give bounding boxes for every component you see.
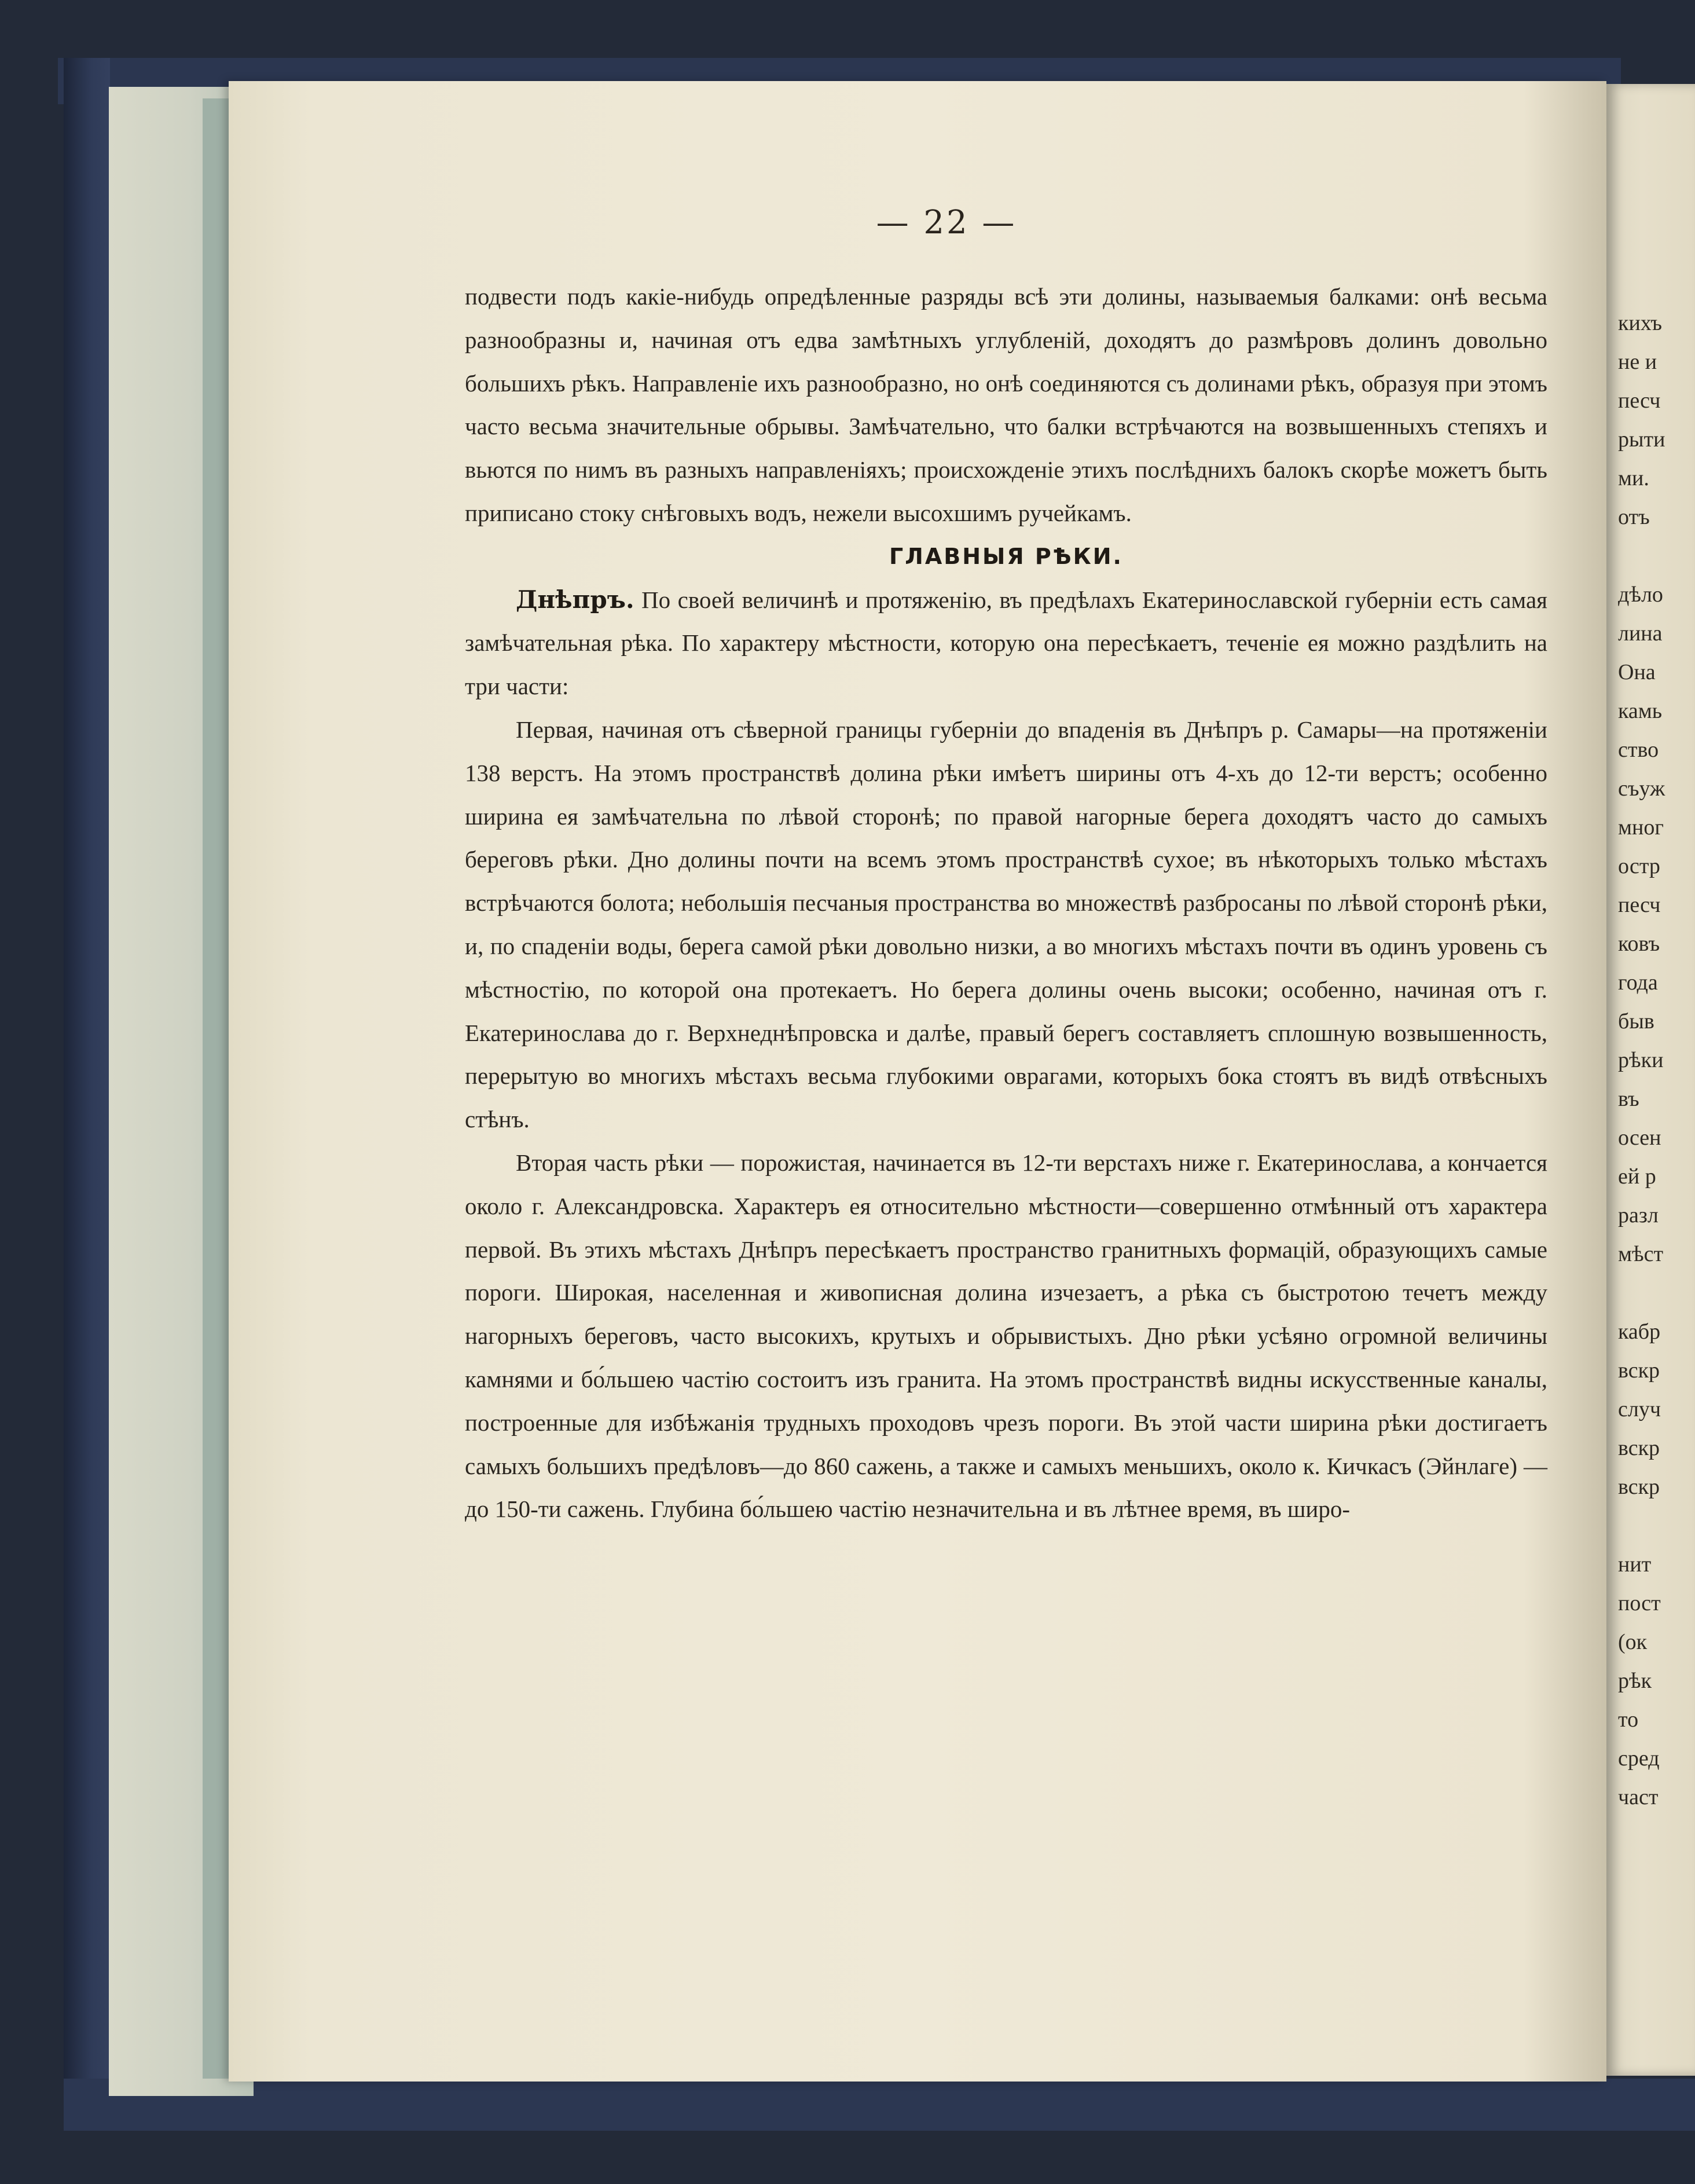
adjacent-page-line: ей р <box>1618 1164 1656 1189</box>
adjacent-page-line: кабр <box>1618 1320 1661 1344</box>
adjacent-page-line: ство <box>1618 738 1659 762</box>
adjacent-page-line <box>1618 1507 1693 1545</box>
adjacent-page-line: не и <box>1618 350 1657 374</box>
adjacent-page-line: съуж <box>1618 776 1665 801</box>
page-number: — 22 — <box>876 204 1017 241</box>
adjacent-page-line: лина <box>1618 621 1663 646</box>
book-cover-bottom <box>64 2079 1695 2131</box>
adjacent-page-line: осен <box>1618 1126 1661 1150</box>
adjacent-page-line: дѣло <box>1618 582 1663 607</box>
paragraph-balki: подвести подъ какіе-нибудь опредѣленные разряды всѣ эти долины, называемыя балками: онѣ весьма разнообразны и, начиная отъ едва замѣтныхъ углубленій, доходятъ до размѣровъ долинъ довольно большихъ рѣкъ. Направленіе ихъ разнообразно, но онѣ соединяются съ долинами рѣкъ, образуя при этомъ часто весьма значительные обрывы. Замѣчательно, что балки встрѣчаются на возвышенныхъ степяхъ и вьются по нимъ въ разныхъ направленіяхъ; происхожденіе этихъ послѣднихъ балокъ скорѣе можетъ быть приписано стоку снѣговыхъ водъ, нежели высохшимъ ручейкамъ. <box>465 283 1547 526</box>
adjacent-page-line: сред <box>1618 1746 1660 1771</box>
adjacent-page-line: част <box>1618 1785 1659 1809</box>
book-page <box>229 81 1606 2082</box>
adjacent-page-line <box>1618 537 1693 576</box>
adjacent-page-line: (ок <box>1618 1630 1648 1654</box>
adjacent-page-line: отъ <box>1618 505 1650 529</box>
adjacent-page-line: ковъ <box>1618 932 1660 956</box>
adjacent-page-line: остр <box>1618 854 1660 878</box>
adjacent-page-line: вскр <box>1618 1475 1660 1499</box>
adjacent-page-line: мног <box>1618 815 1664 840</box>
book-cover-spine <box>64 58 110 2102</box>
paragraph-part-two: Вторая часть рѣки — порожистая, начинается въ 12-ти верстахъ ниже г. Екатеринослава, а кончается около г. Александровска. Характеръ ея относительно мѣстности—совершенно отмѣнный отъ характера первой. Въ этихъ мѣстахъ Днѣпръ пересѣкаетъ пространство гранитныхъ формацій, образующихъ самые пороги. Широкая, населенная и живописная долина изчезаетъ, а рѣка съ быстротою течетъ между нагорныхъ береговъ, часто высокихъ, крутыхъ и обрывистыхъ. Дно рѣки усѣяно огромной величины камнями и бо́льшею частію состоитъ изъ гранита. На этомъ пространствѣ видны искусственные каналы, построенные для избѣжанія трудныхъ проходовъ чрезъ пороги. Въ этой части ширина рѣки достигаетъ самыхъ большихъ предѣловъ—до 860 сажень, а также и самыхъ меньшихъ, около к. Кичкасъ (Эйнлаге) — до 150-ти сажень. Глубина бо́льшею частію незначительна и въ лѣтнее время, въ широ- <box>465 1149 1547 1523</box>
adjacent-page-line: быв <box>1618 1009 1654 1034</box>
adjacent-page-line: въ <box>1618 1087 1639 1111</box>
adjacent-page-line: песч <box>1618 893 1661 917</box>
dnepr-intro-text: По своей величинѣ и протяженію, въ предѣлахъ Екатеринославской губерніи есть самая замѣчательная рѣка. По характеру мѣстности, которую она пересѣкаетъ, теченіе ея можно раздѣлить на три части: <box>465 586 1547 700</box>
page-body <box>465 275 1547 1531</box>
adjacent-page-line: разл <box>1618 1203 1659 1227</box>
adjacent-page-line: рыти <box>1618 427 1665 452</box>
adjacent-page-line: мѣст <box>1618 1242 1664 1266</box>
section-heading: ГЛАВНЫЯ РѢКИ. <box>889 543 1123 569</box>
adjacent-page-text <box>1618 304 1693 1817</box>
adjacent-page-line: вскр <box>1618 1436 1660 1460</box>
adjacent-page-line: пост <box>1618 1591 1661 1615</box>
adjacent-page-line: песч <box>1618 389 1661 413</box>
adjacent-page-line: рѣк <box>1618 1669 1652 1693</box>
adjacent-page-line: камь <box>1618 699 1663 723</box>
adjacent-page-line: то <box>1618 1707 1639 1732</box>
adjacent-page-line: Она <box>1618 660 1656 684</box>
adjacent-page-line: рѣки <box>1618 1048 1664 1072</box>
adjacent-page-line: вскр <box>1618 1358 1660 1383</box>
adjacent-page-line: ми. <box>1618 466 1649 490</box>
river-name-runin: Днѣпръ. <box>516 585 634 614</box>
paragraph-dnepr-intro <box>465 578 1547 708</box>
adjacent-page-line <box>1618 1274 1693 1313</box>
adjacent-page-line: кихъ <box>1618 311 1662 335</box>
paragraph-part-one: Первая, начиная отъ сѣверной границы губерніи до впаденія въ Днѣпръ р. Самары—на протяженіи 138 верстъ. На этомъ пространствѣ долина рѣки имѣетъ ширины отъ 4-хъ до 12-ти верстъ; особенно ширина ея замѣчательна по лѣвой сторонѣ; по правой нагорные берега доходятъ часто до самыхъ береговъ рѣки. Дно долины почти на всемъ этомъ пространствѣ сухое; въ нѣкоторыхъ только мѣстахъ встрѣчаются болота; небольшія песчаныя пространства во множествѣ разбросаны по лѣвой сторонѣ рѣки, и, по спаденіи воды, берега самой рѣки довольно низки, а во многихъ мѣстахъ почти въ одинъ уровень съ мѣстностію, по которой она протекаетъ. Но берега долины очень высоки; особенно, начиная отъ г. Екатеринослава до г. Верхнеднѣпровска и далѣе, правый берегъ составляетъ сплошную возвышенность, перерытую во многихъ мѣстахъ весьма глубокими оврагами, которыхъ бока стоятъ въ видѣ отвѣсныхъ стѣнъ. <box>465 716 1547 1133</box>
adjacent-page-line: случ <box>1618 1397 1661 1421</box>
adjacent-page-line: нит <box>1618 1552 1652 1577</box>
adjacent-page-line: года <box>1618 970 1658 995</box>
